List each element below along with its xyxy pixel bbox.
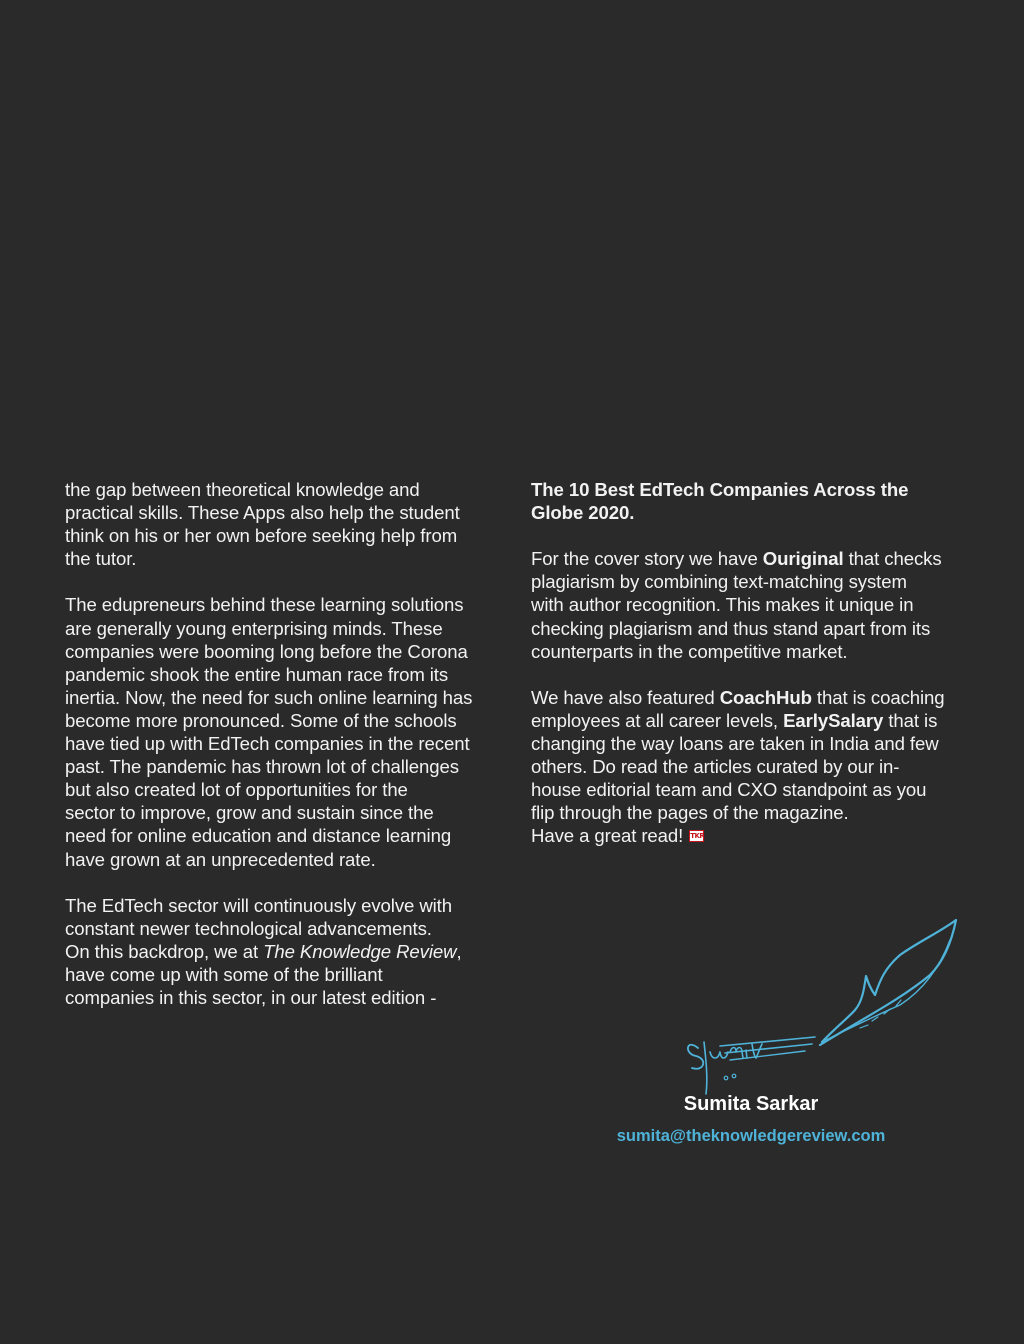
text-fragment: For the cover story we have [531,548,763,570]
tkr-logo-text: TKR [690,831,705,840]
text-line: the gap between theoretical knowledge and [65,479,420,500]
text-line: others. Do read the articles curated by our in- [531,756,900,778]
paragraph-featured [531,686,971,848]
text-line: have grown at an unprecedented rate. [65,848,376,870]
text-line: have come up with some of the brilliant [65,963,383,985]
author-email[interactable]: sumita@theknowledgereview.com [616,1127,886,1145]
text-line: but also created lot of opportunities for the [65,779,408,801]
paragraph-edupreneurs [65,593,505,870]
text-line: are generally young enterprising minds. These [65,617,443,639]
edition-title [531,478,971,524]
text-line: companies were booming long before the Corona [65,640,468,662]
publication-name: The Knowledge Review [263,940,457,962]
paragraph-edtech-sector [65,894,505,1009]
text-line: sector to improve, grow and sustain since the [65,802,434,824]
company-name: CoachHub [719,686,812,708]
text-line: The 10 Best EdTech Companies Across the [531,479,909,500]
text-line: house editorial team and CXO standpoint as you [531,779,927,801]
closing-text: Have a great read! [531,825,684,847]
company-name: EarlySalary [783,709,884,731]
text-line [531,686,971,709]
feather-quill-icon [600,910,980,1110]
text-fragment: employees at all career levels, [531,709,784,731]
text-line: counterparts in the competitive market. [531,640,848,662]
article-right-column [531,478,971,871]
text-line: the tutor. [65,548,137,570]
text-fragment: that is [883,709,938,731]
text-line: Globe 2020. [531,502,635,524]
company-name: Ouriginal [762,548,844,570]
text-line: companies in this sector, in our latest edition - [65,987,437,1009]
text-line [65,940,505,963]
text-line: constant newer technological advancements. [65,917,432,939]
text-line: The edupreneurs behind these learning solutions [65,594,464,616]
text-line [531,824,971,847]
text-line: inertia. Now, the need for such online learning has [65,686,473,708]
text-fragment: On this backdrop, we at [65,940,264,962]
text-line: practical skills. These Apps also help the student [65,502,460,524]
text-line: changing the way loans are taken in India and few [531,733,939,755]
text-line: become more pronounced. Some of the schools [65,709,457,731]
signature-block [600,910,980,1160]
text-line: flip through the pages of the magazine. [531,802,849,824]
text-line: The EdTech sector will continuously evolve with [65,894,452,916]
text-fragment: We have also featured [531,686,720,708]
text-line [531,709,971,732]
text-line: think on his or her own before seeking help from [65,525,458,547]
text-line: checking plagiarism and thus stand apart from its [531,617,931,639]
paragraph-apps [65,478,505,570]
text-line: plagiarism by combining text-matching system [531,571,907,593]
text-line: past. The pandemic has thrown lot of challenges [65,756,459,778]
author-name: Sumita Sarkar [683,1093,819,1115]
tkr-logo-icon [689,830,704,842]
text-line: pandemic shook the entire human race from its [65,663,449,685]
text-line: need for online education and distance learning [65,825,452,847]
text-fragment: that is coaching [811,686,945,708]
text-fragment: that checks [843,548,942,570]
text-line: with author recognition. This makes it unique in [531,594,914,616]
text-line [531,547,971,570]
paragraph-cover-story [531,547,971,662]
text-line: have tied up with EdTech companies in the recent [65,733,470,755]
text-fragment: , [456,940,462,962]
article-left-column [65,478,505,1032]
